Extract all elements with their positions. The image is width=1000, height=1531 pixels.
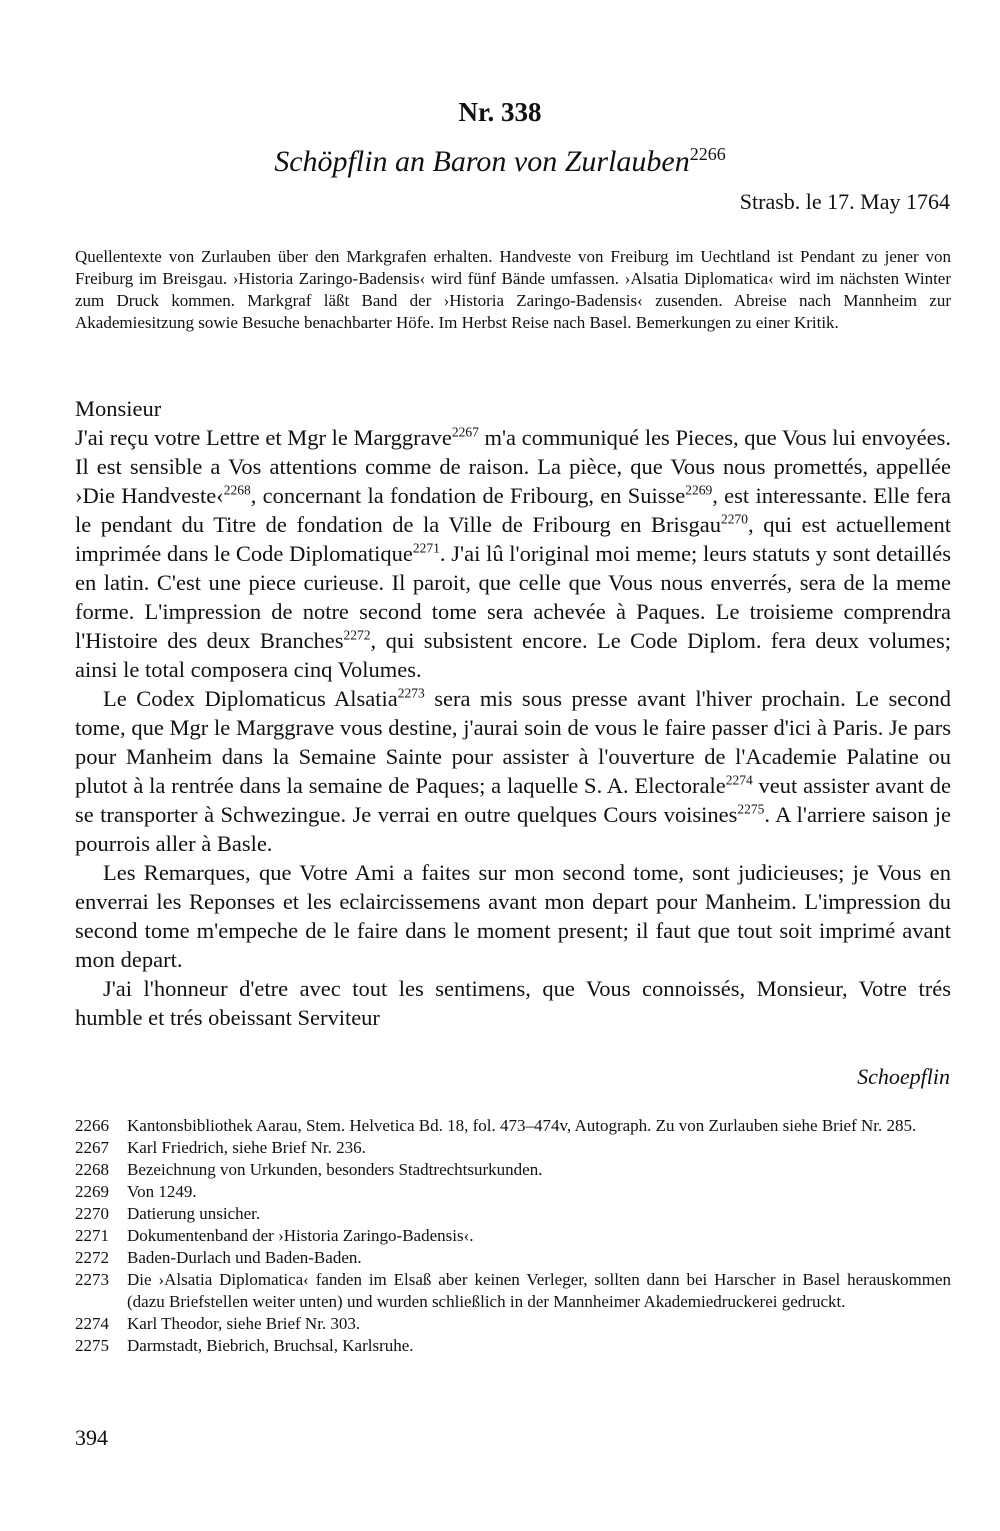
text-run: Le Codex Diplomaticus Alsatia bbox=[103, 686, 398, 711]
text-run: m'a communiqué les Pieces, que Vous lui envoyées. Il est sensible a Vos attentions comme de raison. La pièce, que Vous nous promettés, appellée ›Die Handveste‹ bbox=[75, 425, 951, 508]
footnote-text: Karl Theodor, siehe Brief Nr. 303. bbox=[127, 1314, 361, 1333]
footnote-text: Die ›Alsatia Diplomatica‹ fanden im Elsaß aber keinen Verleger, sollten dann bei Harscher in Basel herauskommen (dazu Briefstellen weiter unten) und wurden schließlich in der Mannheimer Akademiedruckerei gedruckt. bbox=[127, 1270, 951, 1311]
footnote bbox=[75, 1203, 951, 1225]
footnote bbox=[75, 1313, 951, 1335]
text-run: J'ai reçu votre Lettre et Mgr le Marggrave bbox=[75, 425, 452, 450]
footnote-ref: 2270 bbox=[721, 511, 749, 527]
footnote-ref: 2267 bbox=[451, 424, 479, 440]
footnote bbox=[75, 1181, 951, 1203]
paragraph-4: J'ai l'honneur d'etre avec tout les sentimens, que Vous connoissés, Monsieur, Votre trés humble et trés obeissant Serviteur bbox=[75, 976, 951, 1030]
footnote-ref: 2273 bbox=[397, 685, 425, 701]
footnote bbox=[75, 1269, 951, 1313]
text-run: , est interessante. Elle fera le pendant du Titre de fondation de la Ville de Fribourg en Brisgau bbox=[75, 483, 951, 537]
text-run: , concernant la fondation de Fribourg, en Suisse bbox=[250, 483, 686, 508]
footnote-text: Karl Friedrich, siehe Brief Nr. 236. bbox=[127, 1138, 366, 1157]
text-run: , qui est actuellement imprimée dans le Code Diplomatique bbox=[75, 512, 951, 566]
paragraph-1 bbox=[75, 423, 951, 684]
footnote-ref: 2271 bbox=[412, 540, 440, 556]
footnote-text: Kantonsbibliothek Aarau, Stem. Helvetica Bd. 18, fol. 473–474v, Autograph. Zu von Zurlauben siehe Brief Nr. 285. bbox=[127, 1116, 917, 1135]
summary-paragraph: Quellentexte von Zurlauben über den Markgrafen erhalten. Handveste von Freiburg im Uechtland ist Pendant zu jener von Freiburg im Breisgau. ›Historia Zaringo-Badensis‹ wird fünf Bände umfassen. ›Alsatia Diplomatica‹ wird im nächsten Winter zum Druck kommen. Markgraf läßt Band der ›Historia Zaringo-Badensis‹ zusenden. Abreise nach Mannheim zur Akademiesitzung sowie Besuche benachbarter Höfe. Im Herbst Reise nach Basel. Bemerkungen zu einer Kritik. bbox=[75, 247, 951, 332]
footnote bbox=[75, 1137, 951, 1159]
footnote-text: Bezeichnung von Urkunden, besonders Stadtrechtsurkunden. bbox=[127, 1160, 543, 1179]
footnote-text: Darmstadt, Biebrich, Bruchsal, Karlsruhe. bbox=[127, 1336, 414, 1355]
paragraph-3: Les Remarques, que Votre Ami a faites sur mon second tome, sont judicieuses; je Vous en enverrai les Reponses et les eclaircissemens avant mon depart pour Manheim. L'impression du second tome m'empeche de le faire dans le moment present; il faut que tout soit imprimé avant mon depart. bbox=[75, 860, 951, 972]
footnote-text: Datierung unsicher. bbox=[127, 1204, 261, 1223]
footnote bbox=[75, 1335, 951, 1357]
footnote-ref: 2268 bbox=[223, 482, 251, 498]
footnote-ref: 2274 bbox=[725, 772, 753, 788]
footnote-ref: 2266 bbox=[689, 144, 726, 164]
footnote bbox=[75, 1159, 951, 1181]
footnote-number: 2271 bbox=[75, 1226, 109, 1245]
text-run: . A l'arriere saison je pourrois aller à Basle. bbox=[75, 802, 952, 856]
footnote-text: Dokumentenband der ›Historia Zaringo-Badensis‹. bbox=[127, 1226, 474, 1245]
text-run: sera mis sous presse avant l'hiver prochain. Le second tome, que Mgr le Marggrave vous destine, j'aurai soin de vous le faire passer d'ici à Paris. Je pars pour Manheim dans la Semaine Sainte pour assister à l'ouverture de l'Academie Palatine ou plutot à la rentrée dans la semaine de Paques; a laquelle S. A. Electorale bbox=[75, 686, 951, 798]
letter-title bbox=[0, 145, 1000, 179]
text-run: . J'ai lû l'original moi meme; leurs statuts y sont detaillés en latin. C'est une piece curieuse. Il paroit, que celle que Vous nous enverrés, sera de la meme forme. L'impression de notre second tome sera achevée à Paques. Le troisieme comprendra l'Histoire des deux Branches bbox=[75, 541, 951, 653]
footnote bbox=[75, 1247, 951, 1269]
footnote-number: 2266 bbox=[75, 1116, 109, 1135]
text-run: veut assister avant de se transporter à Schwezingue. Je verrai en outre quelques Cours voisines bbox=[75, 773, 952, 827]
footnote bbox=[75, 1225, 951, 1247]
footnote-ref: 2275 bbox=[737, 801, 765, 817]
footnote-ref: 2272 bbox=[343, 627, 371, 643]
letter-body bbox=[75, 394, 951, 1032]
letter-number: Nr. 338 bbox=[458, 97, 542, 127]
footnote-number: 2272 bbox=[75, 1248, 109, 1267]
footnote-number: 2269 bbox=[75, 1182, 109, 1201]
text-run: , qui subsistent encore. Le Code Diplom. fera deux volumes; ainsi le total composera cinq Volumes. bbox=[75, 628, 951, 682]
footnote-number: 2273 bbox=[75, 1270, 109, 1289]
page-number: 394 bbox=[75, 1425, 108, 1450]
footnote-text: Baden-Durlach und Baden-Baden. bbox=[127, 1248, 362, 1267]
paragraph-2 bbox=[75, 684, 951, 858]
footnote-text: Von 1249. bbox=[127, 1182, 197, 1201]
dateline: Strasb. le 17. May 1764 bbox=[739, 189, 950, 214]
title-text: Schöpflin an Baron von Zurlauben bbox=[274, 145, 690, 178]
footnote-ref: 2269 bbox=[685, 482, 713, 498]
footnote bbox=[75, 1115, 951, 1137]
footnotes bbox=[75, 1115, 951, 1357]
footnote-number: 2275 bbox=[75, 1336, 109, 1355]
footnote-number: 2274 bbox=[75, 1314, 109, 1333]
footnote-number: 2270 bbox=[75, 1204, 109, 1223]
footnote-number: 2268 bbox=[75, 1160, 109, 1179]
footnote-number: 2267 bbox=[75, 1138, 109, 1157]
signature: Schoepflin bbox=[857, 1064, 950, 1089]
salutation: Monsieur bbox=[75, 396, 162, 421]
